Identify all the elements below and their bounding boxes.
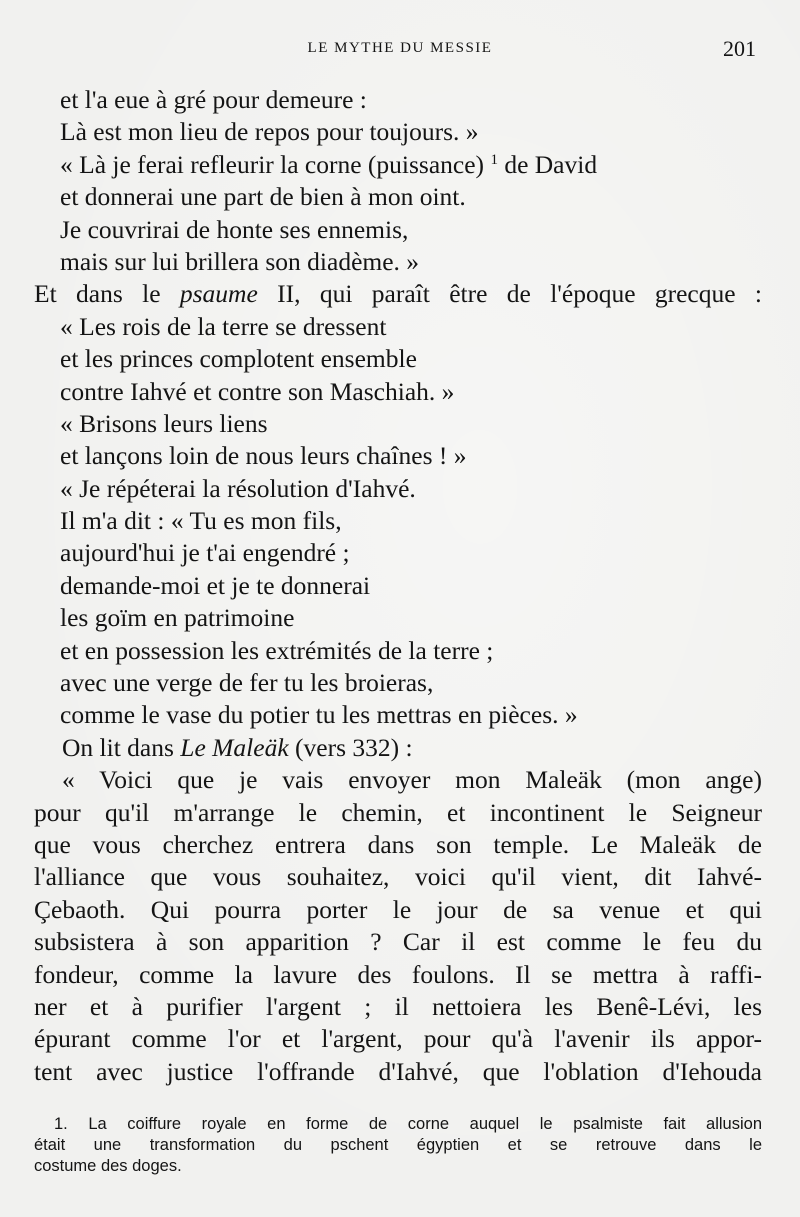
psalm-intro: [34, 278, 762, 310]
psalm-line: contre Iahvé et contre son Maschiah. »: [60, 376, 455, 406]
footnote-line: était une transformation du pschent égyptien et se retrouve dans le: [34, 1136, 762, 1154]
prose-line: tent avec justice l'offrande d'Iahvé, que l'oblation d'Iehouda: [34, 1056, 762, 1086]
book-title: Le Maleäk: [180, 732, 289, 762]
psalm-line: « Les rois de la terre se dressent: [60, 311, 387, 341]
verse-text: de David: [497, 149, 598, 179]
footnote-reference: 1: [490, 151, 498, 168]
psalm-line: demande-moi et je te donnerai: [60, 570, 371, 600]
intro-text: Et dans le: [34, 279, 180, 309]
psalm-line: et lançons loin de nous leurs chaînes ! »: [60, 441, 467, 471]
psalm-line: Il m'a dit : « Tu es mon fils,: [60, 506, 342, 536]
prose-line: fondeur, comme la lavure des foulons. Il se mettra à raffi-: [34, 959, 762, 989]
verse-line: mais sur lui brillera son diadème. »: [60, 246, 420, 276]
prose-line: épurant comme l'or et l'argent, pour qu'à l'avenir ils appor-: [34, 1024, 762, 1054]
running-head: [0, 38, 800, 62]
psalm-line: comme le vase du potier tu les mettras en pièces. »: [60, 700, 578, 730]
verse-line: et donnerai une part de bien à mon oint.: [60, 182, 466, 212]
verse-line-with-note: [34, 149, 762, 181]
intro-text: II, qui paraît être de l'époque grecque :: [257, 279, 762, 309]
verse-line: Je couvrirai de honte ses ennemis,: [60, 214, 409, 244]
maleak-intro: [34, 732, 762, 764]
psalm-line: « Je répéterai la résolution d'Iahvé.: [60, 473, 416, 503]
verse-text: « Là je ferai refleurir la corne (puissance): [60, 149, 491, 179]
prose-line: ner et à purifier l'argent ; il nettoiera les Benê-Lévi, les: [34, 991, 762, 1021]
prose-line: l'alliance que vous souhaitez, voici qu'il vient, dit Iahvé-: [34, 862, 762, 892]
footnote-line: 1. La coiffure royale en forme de corne auquel le psalmiste fait allusion: [54, 1115, 762, 1133]
psalm-line: et les princes complotent ensemble: [60, 344, 417, 374]
footnote: [34, 1114, 762, 1177]
verse-line: et l'a eue à gré pour demeure :: [60, 85, 367, 114]
prose-line: subsistera à son apparition ? Car il est comme le feu du: [34, 927, 762, 957]
verse-line: Là est mon lieu de repos pour toujours. »: [60, 117, 479, 147]
prose-line: que vous cherchez entrera dans son temple. Le Maleäk de: [34, 829, 762, 859]
intro-text: (vers 332) :: [288, 732, 413, 762]
psalm-title: psaume: [179, 279, 258, 309]
psalm-line: et en possession les extrémités de la terre ;: [60, 635, 494, 665]
psalm-line: avec une verge de fer tu les broieras,: [60, 668, 434, 698]
intro-text: On lit dans: [62, 732, 181, 762]
running-title: LE MYTHE DU MESSIE: [307, 40, 493, 56]
main-text: [34, 84, 762, 1088]
prose-line: Çebaoth. Qui pourra porter le jour de sa venue et qui: [34, 894, 762, 924]
psalm-line: « Brisons leurs liens: [60, 408, 268, 438]
psalm-line: les goïm en patrimoine: [60, 603, 295, 633]
psalm-line: aujourd'hui je t'ai engendré ;: [60, 538, 350, 568]
page-number: 201: [723, 36, 756, 61]
prose-line: pour qu'il m'arrange le chemin, et incontinent le Seigneur: [34, 797, 762, 827]
prose-line: « Voici que je vais envoyer mon Maleäk (mon ange): [62, 765, 762, 795]
footnote-line: costume des doges.: [34, 1157, 182, 1175]
